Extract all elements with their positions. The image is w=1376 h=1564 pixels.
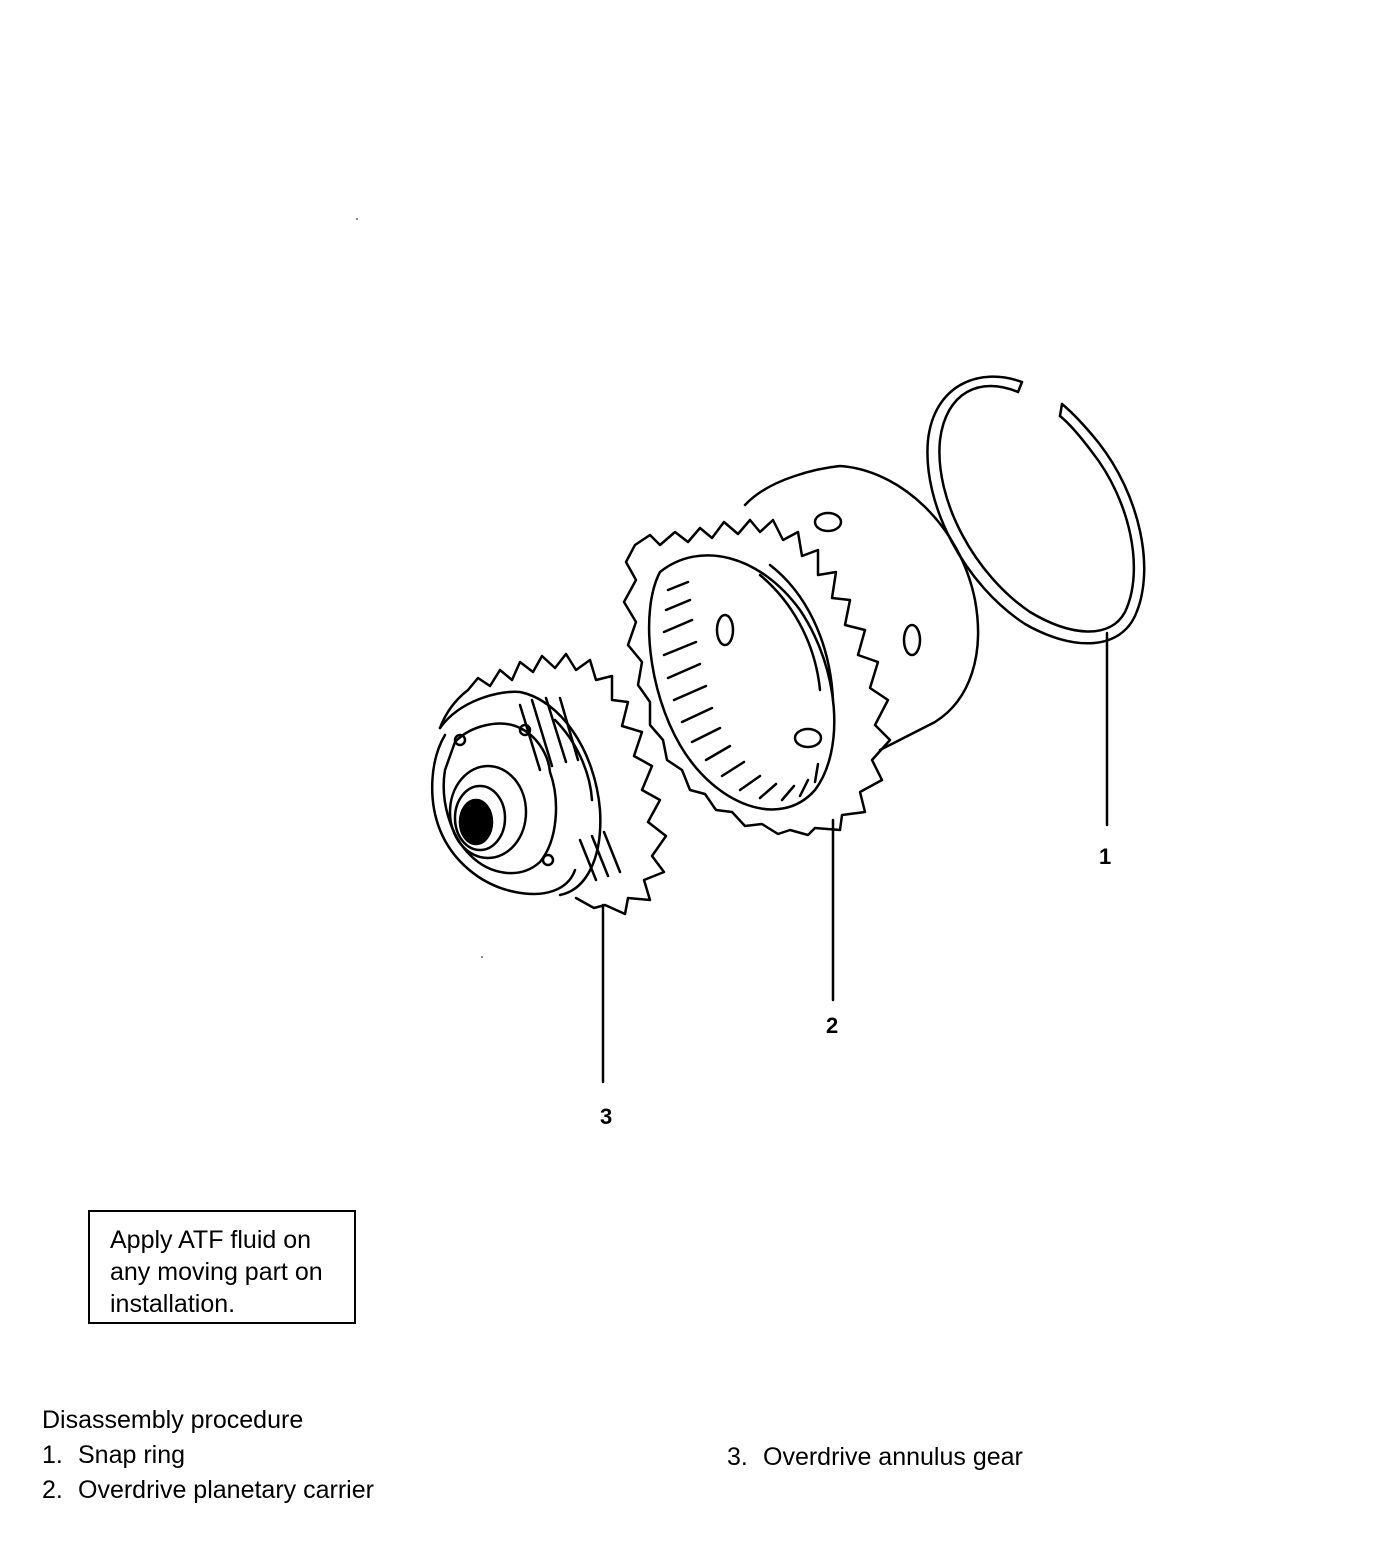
planetary-carrier-drawing [624, 466, 978, 835]
procedure-item-number: 1. [42, 1441, 63, 1469]
note-line: any moving part on [110, 1258, 323, 1286]
procedure-item-text: Overdrive planetary carrier [78, 1476, 374, 1504]
procedure-item [42, 1473, 374, 1508]
procedure-item [42, 1438, 185, 1473]
procedure-item-number: 3. [727, 1443, 748, 1471]
procedure-item-text: Snap ring [78, 1441, 186, 1469]
callout-number-1: 1 [1099, 844, 1112, 869]
procedure-item [727, 1440, 1023, 1475]
callout-number-2: 2 [826, 1013, 839, 1038]
procedure-item-number: 2. [42, 1476, 63, 1504]
note-line: installation. [110, 1290, 236, 1318]
annulus-gear-drawing [432, 654, 666, 914]
atf-note-box [88, 1210, 356, 1324]
note-line: Apply ATF fluid on [110, 1226, 312, 1254]
procedure-item-text: Overdrive annulus gear [763, 1443, 1023, 1471]
callout-number-3: 3 [600, 1104, 613, 1129]
procedure-title: Disassembly procedure [42, 1406, 304, 1434]
snap-ring-drawing [927, 377, 1144, 644]
